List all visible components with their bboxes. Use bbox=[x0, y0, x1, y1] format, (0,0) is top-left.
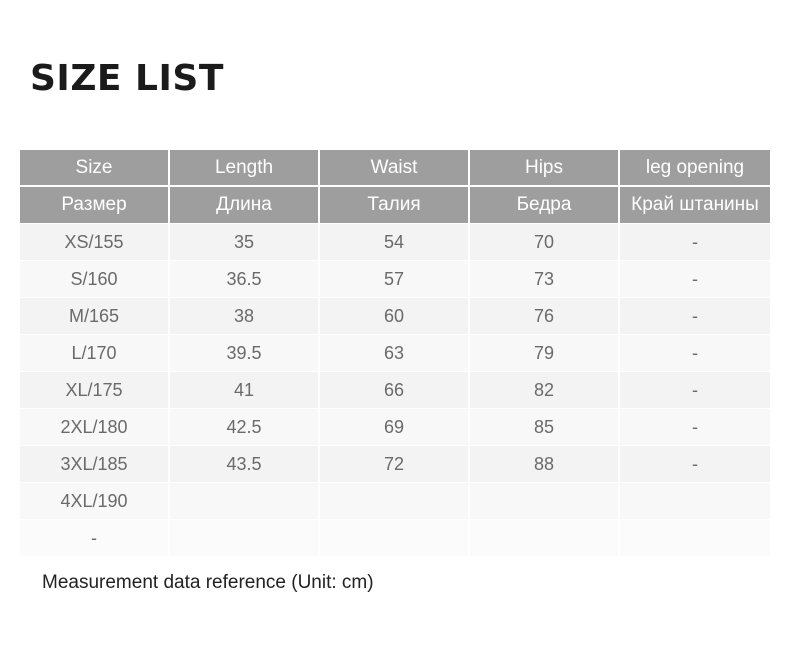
table-cell bbox=[470, 520, 620, 557]
table-cell: 69 bbox=[320, 409, 470, 446]
table-cell: XL/175 bbox=[20, 372, 170, 409]
table-cell: 38 bbox=[170, 298, 320, 335]
table-cell: 72 bbox=[320, 446, 470, 483]
table-cell: XS/155 bbox=[20, 224, 170, 261]
table-cell bbox=[320, 520, 470, 557]
table-cell: - bbox=[620, 409, 770, 446]
table-header-row-en bbox=[20, 150, 770, 187]
measurement-note: Measurement data reference (Unit: cm) bbox=[42, 572, 374, 593]
table-cell: 63 bbox=[320, 335, 470, 372]
table-header-row-ru bbox=[20, 187, 770, 224]
table-cell: 39.5 bbox=[170, 335, 320, 372]
table-cell: 54 bbox=[320, 224, 470, 261]
header-cell: Длина bbox=[170, 187, 320, 224]
table-cell bbox=[170, 520, 320, 557]
table-cell: 88 bbox=[470, 446, 620, 483]
table-cell: - bbox=[620, 335, 770, 372]
table-cell: 43.5 bbox=[170, 446, 320, 483]
page-title: SIZE LIST bbox=[30, 58, 224, 99]
table-row bbox=[20, 335, 770, 372]
header-cell: Размер bbox=[20, 187, 170, 224]
table-cell: 76 bbox=[470, 298, 620, 335]
header-cell: Край штанины bbox=[620, 187, 770, 224]
header-cell: Length bbox=[170, 150, 320, 187]
table-cell: 79 bbox=[470, 335, 620, 372]
table-cell: 41 bbox=[170, 372, 320, 409]
table-cell: - bbox=[620, 446, 770, 483]
table-cell: - bbox=[620, 224, 770, 261]
table-cell: 57 bbox=[320, 261, 470, 298]
table-cell: - bbox=[20, 520, 170, 557]
table-cell bbox=[620, 520, 770, 557]
table-cell bbox=[320, 483, 470, 520]
table-cell: 85 bbox=[470, 409, 620, 446]
header-cell: Талия bbox=[320, 187, 470, 224]
table-cell bbox=[470, 483, 620, 520]
table-cell: 70 bbox=[470, 224, 620, 261]
table-cell: 42.5 bbox=[170, 409, 320, 446]
table-cell: - bbox=[620, 372, 770, 409]
table-row bbox=[20, 409, 770, 446]
header-cell: Hips bbox=[470, 150, 620, 187]
table-cell: M/165 bbox=[20, 298, 170, 335]
table-cell: S/160 bbox=[20, 261, 170, 298]
table-cell bbox=[170, 483, 320, 520]
table-row bbox=[20, 446, 770, 483]
table-cell: 66 bbox=[320, 372, 470, 409]
header-cell: Waist bbox=[320, 150, 470, 187]
table-cell: - bbox=[620, 298, 770, 335]
size-table bbox=[20, 150, 770, 557]
table-cell: 82 bbox=[470, 372, 620, 409]
table-cell: L/170 bbox=[20, 335, 170, 372]
table-cell: 73 bbox=[470, 261, 620, 298]
table-cell: 3XL/185 bbox=[20, 446, 170, 483]
table-row bbox=[20, 483, 770, 520]
table-cell: 36.5 bbox=[170, 261, 320, 298]
table-cell: - bbox=[620, 261, 770, 298]
header-cell: Бедра bbox=[470, 187, 620, 224]
table-cell: 2XL/180 bbox=[20, 409, 170, 446]
table-cell: 60 bbox=[320, 298, 470, 335]
table-row bbox=[20, 224, 770, 261]
table-cell: 4XL/190 bbox=[20, 483, 170, 520]
header-cell: leg opening bbox=[620, 150, 770, 187]
table-row bbox=[20, 298, 770, 335]
table-cell: 35 bbox=[170, 224, 320, 261]
table-row bbox=[20, 520, 770, 557]
table-row bbox=[20, 372, 770, 409]
table-cell bbox=[620, 483, 770, 520]
header-cell: Size bbox=[20, 150, 170, 187]
table-row bbox=[20, 261, 770, 298]
